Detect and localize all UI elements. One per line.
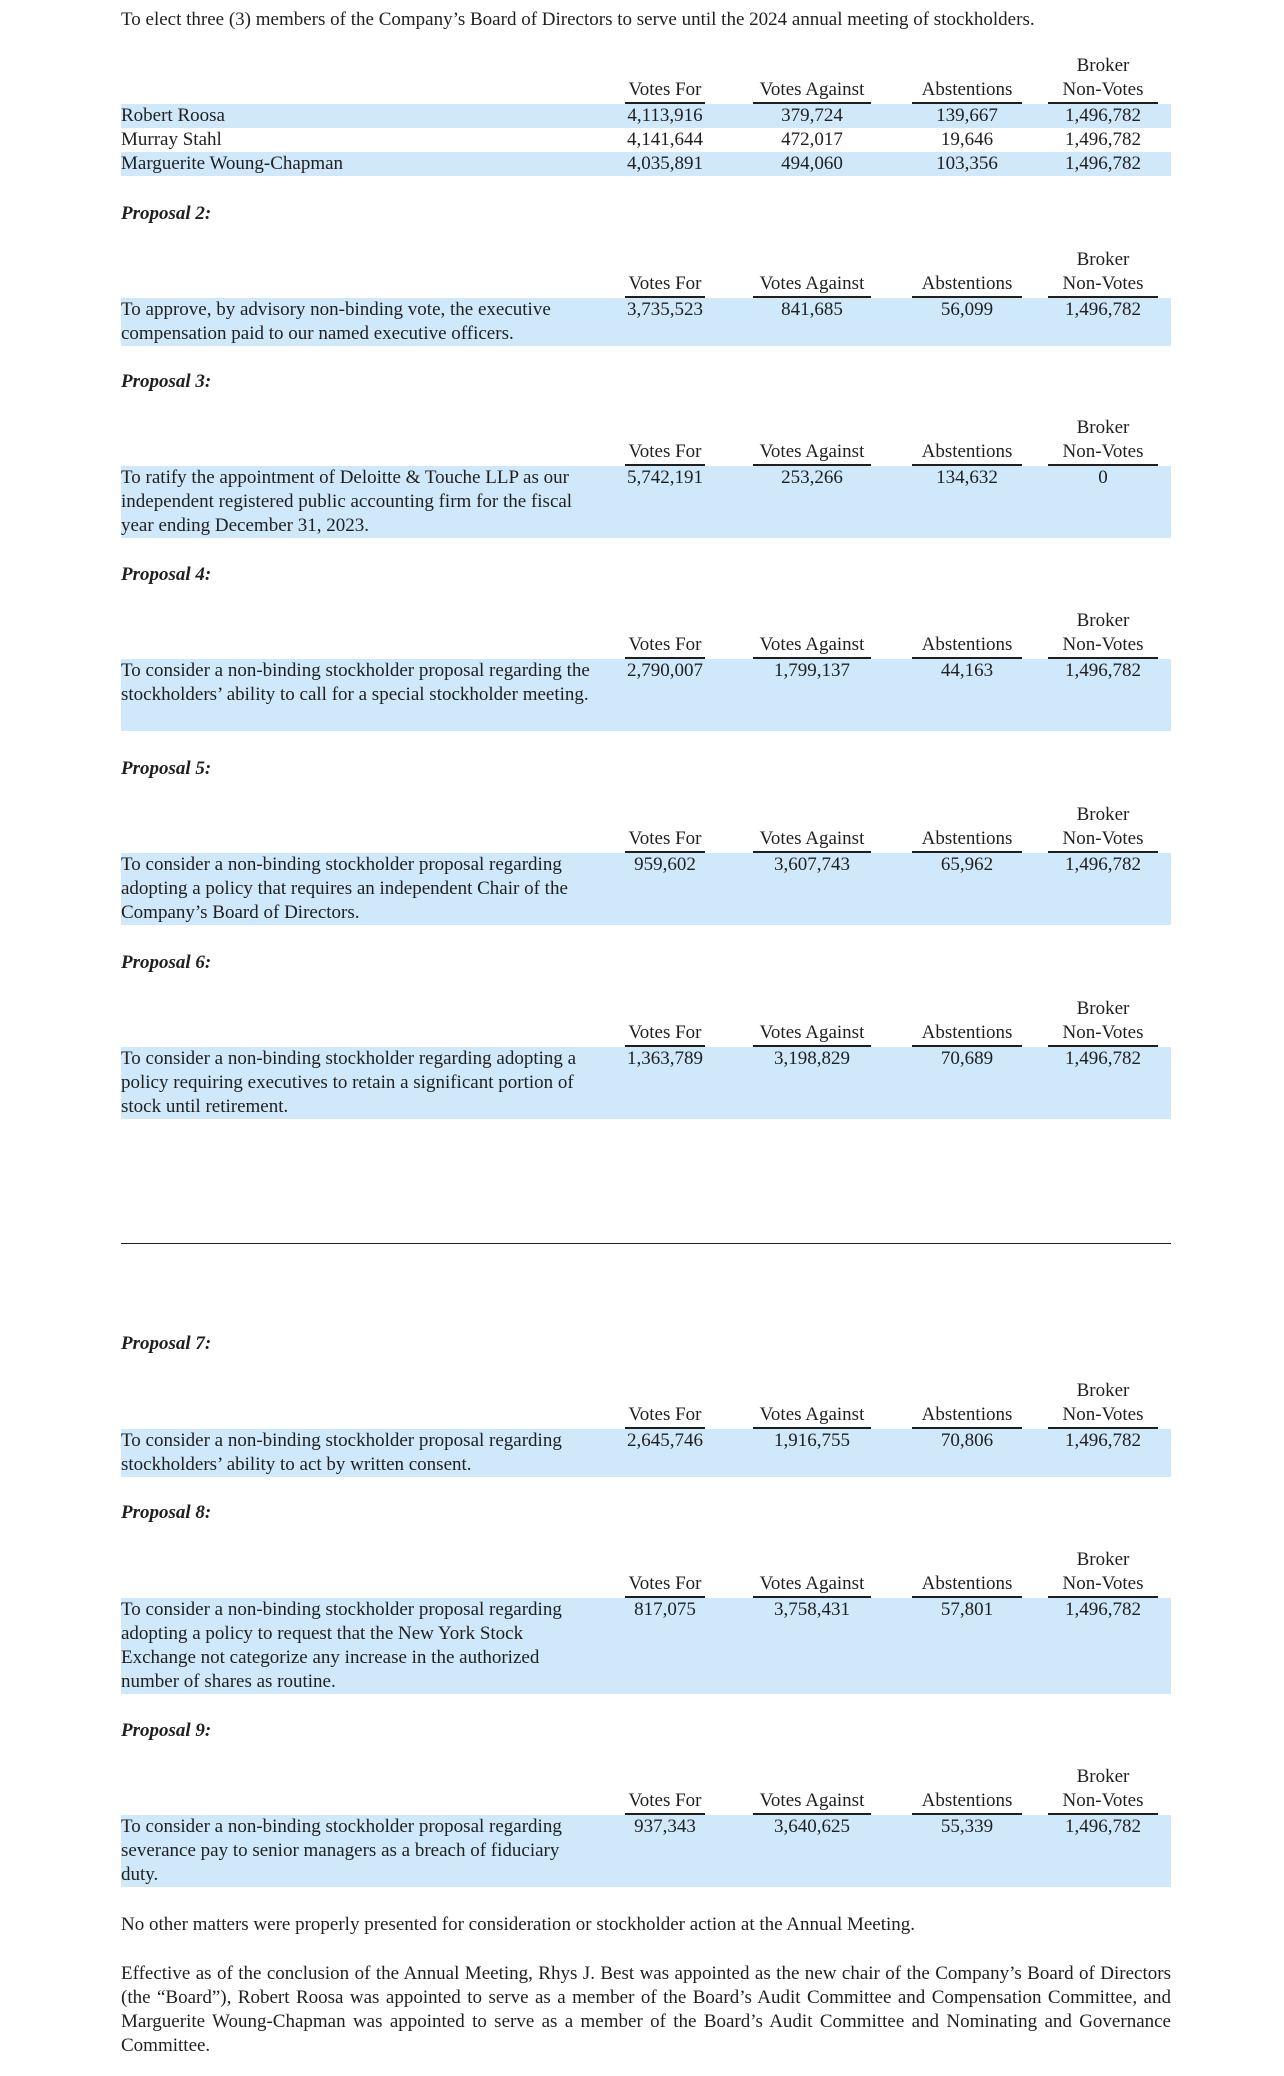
proposal-description: To approve, by advisory non-binding vote, the executive compensation paid to our named executive officers. <box>121 299 551 344</box>
header-votes-against: Votes Against <box>753 1403 871 1429</box>
votes-against-value: 3,198,829 <box>774 1048 850 1069</box>
header-votes-for: Votes For <box>625 272 705 298</box>
header-votes-against: Votes Against <box>753 1021 871 1047</box>
proposal-9-title: Proposal 9: <box>121 1720 212 1741</box>
table-row <box>121 298 1171 346</box>
header-votes-against: Votes Against <box>753 633 871 659</box>
table-row <box>121 1429 1171 1477</box>
votes-against-value: 1,916,755 <box>774 1430 850 1451</box>
broker-non-votes-value: 1,496,782 <box>1065 105 1141 126</box>
table-header <box>121 56 1171 104</box>
table-body <box>121 1429 1171 1477</box>
header-broker-non-votes: Broker Non-Votes <box>1048 416 1158 466</box>
votes-against-value: 841,685 <box>781 299 843 320</box>
table-row <box>121 1047 1171 1119</box>
header-abstentions: Abstentions <box>912 1403 1022 1429</box>
votes-for-value: 3,735,523 <box>627 299 703 320</box>
nominee-name: Murray Stahl <box>121 129 222 150</box>
table-body <box>121 1815 1171 1887</box>
header-abstentions: Abstentions <box>912 633 1022 659</box>
votes-against-value: 472,017 <box>781 129 843 150</box>
header-abstentions: Abstentions <box>912 1789 1022 1815</box>
table-body <box>121 1047 1171 1119</box>
votes-against-value: 3,758,431 <box>774 1599 850 1620</box>
proposal-6-title: Proposal 6: <box>121 952 212 973</box>
proposal-4-title: Proposal 4: <box>121 564 212 585</box>
page-divider <box>121 1243 1171 1244</box>
votes-for-value: 959,602 <box>634 854 696 875</box>
header-votes-against: Votes Against <box>753 440 871 466</box>
header-broker-non-votes: Broker Non-Votes <box>1048 1548 1158 1598</box>
header-broker-non-votes: Broker Non-Votes <box>1048 803 1158 853</box>
proposal-8-title: Proposal 8: <box>121 1502 212 1523</box>
table-body <box>121 466 1171 538</box>
abstentions-value: 134,632 <box>936 467 998 488</box>
proposal-description: To consider a non-binding stockholder proposal regarding adopting a policy to request that the New York Stock Exchange not categorize any increase in the authorized number of shares as routine. <box>121 1599 562 1692</box>
header-broker-non-votes: Broker Non-Votes <box>1048 248 1158 298</box>
abstentions-value: 70,689 <box>940 1048 994 1069</box>
header-broker-non-votes: Broker Non-Votes <box>1048 1379 1158 1429</box>
header-abstentions: Abstentions <box>912 1021 1022 1047</box>
table-row <box>121 466 1171 538</box>
table-header <box>121 1550 1171 1598</box>
table-body <box>121 853 1171 925</box>
proposal-description: To consider a non-binding stockholder regarding adopting a policy requiring executives to retain a significant portion of stock until retirement. <box>121 1048 577 1117</box>
header-votes-for: Votes For <box>625 633 705 659</box>
votes-against-value: 253,266 <box>781 467 843 488</box>
votes-for-value: 4,113,916 <box>627 105 703 126</box>
header-abstentions: Abstentions <box>912 440 1022 466</box>
header-broker-non-votes: Broker Non-Votes <box>1048 997 1158 1047</box>
abstentions-value: 57,801 <box>940 1599 994 1620</box>
proposal-5-title: Proposal 5: <box>121 758 212 779</box>
broker-non-votes-value: 1,496,782 <box>1065 129 1141 150</box>
votes-against-value: 3,607,743 <box>774 854 850 875</box>
proposal-2-title: Proposal 2: <box>121 203 212 224</box>
broker-non-votes-value: 1,496,782 <box>1065 153 1141 174</box>
votes-against-value: 3,640,625 <box>774 1816 850 1837</box>
proposal-3-title: Proposal 3: <box>121 371 212 392</box>
proposal-description: To consider a non-binding stockholder proposal regarding the stockholders’ ability to call for a special stockholder meeting. <box>121 660 590 705</box>
header-votes-against: Votes Against <box>753 827 871 853</box>
votes-for-value: 4,035,891 <box>627 153 703 174</box>
votes-against-value: 1,799,137 <box>774 660 850 681</box>
abstentions-value: 56,099 <box>940 299 994 320</box>
broker-non-votes-value: 1,496,782 <box>1065 1048 1141 1069</box>
votes-for-value: 5,742,191 <box>627 467 703 488</box>
table-body <box>121 1598 1171 1694</box>
votes-for-value: 1,363,789 <box>627 1048 703 1069</box>
table-header <box>121 611 1171 659</box>
header-votes-against: Votes Against <box>753 78 871 104</box>
votes-for-value: 2,645,746 <box>627 1430 703 1451</box>
header-votes-for: Votes For <box>625 827 705 853</box>
votes-against-value: 494,060 <box>781 153 843 174</box>
nominee-name: Marguerite Woung-Chapman <box>121 153 344 174</box>
table-header <box>121 1381 1171 1429</box>
table-body <box>121 104 1171 176</box>
header-votes-against: Votes Against <box>753 272 871 298</box>
broker-non-votes-value: 1,496,782 <box>1065 854 1141 875</box>
abstentions-value: 44,163 <box>940 660 994 681</box>
votes-for-value: 2,790,007 <box>627 660 703 681</box>
abstentions-value: 70,806 <box>940 1430 994 1451</box>
table-header <box>121 418 1171 466</box>
no-other-matters-paragraph: No other matters were properly presented for consideration or stockholder action at the Annual Meeting. <box>121 1914 916 1935</box>
broker-non-votes-value: 1,496,782 <box>1065 1430 1141 1451</box>
broker-non-votes-value: 1,496,782 <box>1065 1816 1141 1837</box>
header-broker-non-votes: Broker Non-Votes <box>1048 1765 1158 1815</box>
proposal-description: To ratify the appointment of Deloitte & Touche LLP as our independent registered public accounting firm for the fiscal year ending December 31, 2023. <box>121 467 573 536</box>
table-header <box>121 250 1171 298</box>
proposal-7-title: Proposal 7: <box>121 1333 212 1354</box>
table-row <box>121 1815 1171 1887</box>
table-row <box>121 128 1171 152</box>
header-votes-for: Votes For <box>625 1021 705 1047</box>
table-row <box>121 152 1171 176</box>
header-votes-against: Votes Against <box>753 1572 871 1598</box>
abstentions-value: 103,356 <box>936 153 998 174</box>
header-abstentions: Abstentions <box>912 272 1022 298</box>
proposal-description: To consider a non-binding stockholder proposal regarding severance pay to senior managers as a breach of fiduciary duty. <box>121 1816 562 1885</box>
table-row <box>121 853 1171 925</box>
votes-for-value: 817,075 <box>634 1599 696 1620</box>
table-body <box>121 298 1171 346</box>
table-row <box>121 659 1171 731</box>
abstentions-value: 55,339 <box>940 1816 994 1837</box>
broker-non-votes-value: 1,496,782 <box>1065 660 1141 681</box>
proposal-description: To consider a non-binding stockholder proposal regarding adopting a policy that requires an independent Chair of the Company’s Board of Directors. <box>121 854 568 923</box>
header-votes-for: Votes For <box>625 1403 705 1429</box>
header-votes-for: Votes For <box>625 1789 705 1815</box>
table-row <box>121 1598 1171 1694</box>
votes-for-value: 4,141,644 <box>627 129 703 150</box>
table-header <box>121 1767 1171 1815</box>
table-header <box>121 805 1171 853</box>
nominee-name: Robert Roosa <box>121 105 225 126</box>
board-appointments-paragraph: Effective as of the conclusion of the Annual Meeting, Rhys J. Best was appointed as the new chair of the Company’s Board of Directors (the “Board”), Robert Roosa was appointed to serve as a member of the Board’s Audit Committee and Compensation Committee, and Marguerite Woung-Chapman was appointed to serve as a member of the Board’s Audit Committee and Nominating and Governance Committee. <box>121 1963 1171 2056</box>
broker-non-votes-value: 0 <box>1098 467 1108 488</box>
abstentions-value: 139,667 <box>936 105 998 126</box>
abstentions-value: 65,962 <box>940 854 994 875</box>
header-abstentions: Abstentions <box>912 78 1022 104</box>
table-row <box>121 104 1171 128</box>
header-abstentions: Abstentions <box>912 1572 1022 1598</box>
header-broker-non-votes: Broker Non-Votes <box>1048 54 1158 104</box>
abstentions-value: 19,646 <box>940 129 994 150</box>
votes-for-value: 937,343 <box>634 1816 696 1837</box>
header-votes-for: Votes For <box>625 78 705 104</box>
header-votes-for: Votes For <box>625 1572 705 1598</box>
header-abstentions: Abstentions <box>912 827 1022 853</box>
broker-non-votes-value: 1,496,782 <box>1065 1599 1141 1620</box>
proposal-1-intro: To elect three (3) members of the Company’s Board of Directors to serve until the 2024 annual meeting of stockholders. <box>121 9 1035 30</box>
header-votes-against: Votes Against <box>753 1789 871 1815</box>
table-body <box>121 659 1171 731</box>
header-votes-for: Votes For <box>625 440 705 466</box>
proposal-description: To consider a non-binding stockholder proposal regarding stockholders’ ability to act by written consent. <box>121 1430 562 1475</box>
broker-non-votes-value: 1,496,782 <box>1065 299 1141 320</box>
header-broker-non-votes: Broker Non-Votes <box>1048 609 1158 659</box>
votes-against-value: 379,724 <box>781 105 843 126</box>
table-header <box>121 999 1171 1047</box>
